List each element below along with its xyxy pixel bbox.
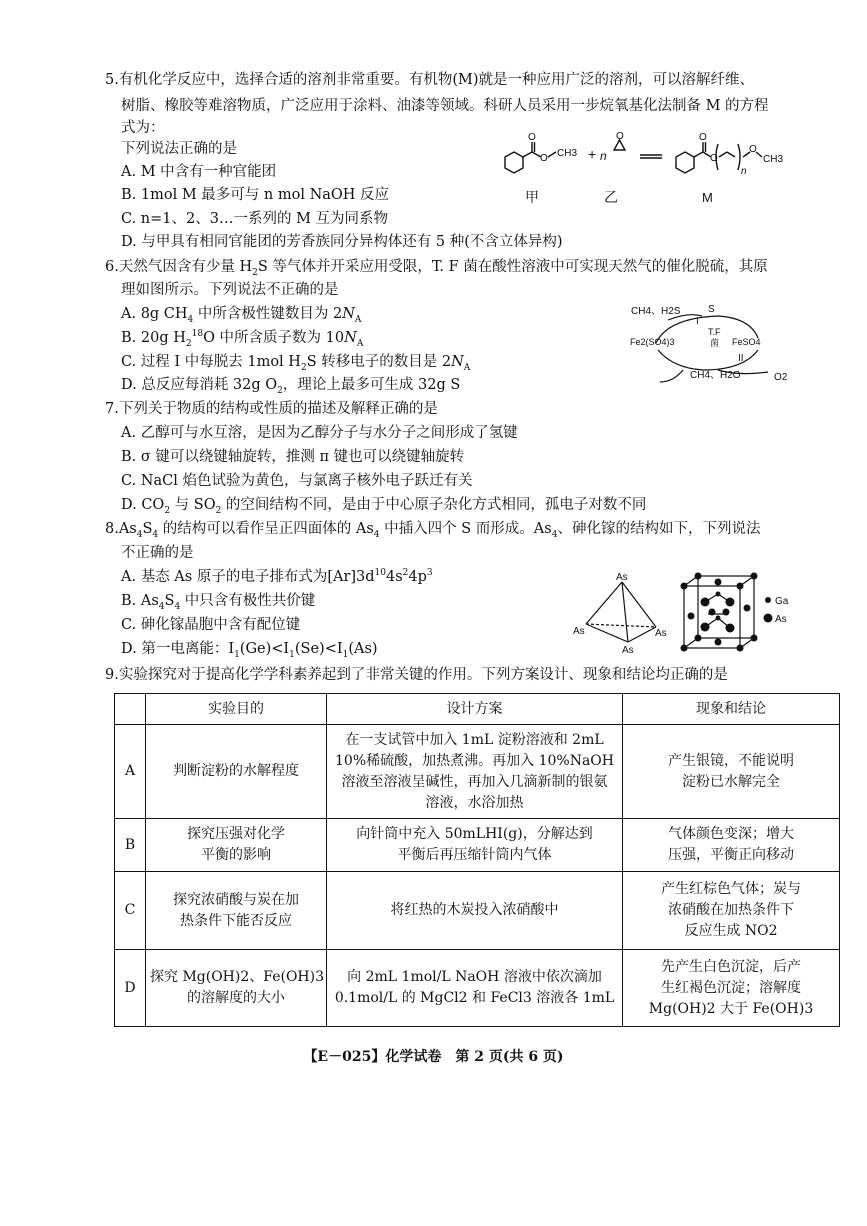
q5-label-jia: 甲 xyxy=(525,189,539,205)
q5-stem-line3: 式为： xyxy=(121,120,165,136)
header-result: 现象和结论 xyxy=(623,694,840,725)
row-plan: 将红热的木炭投入浓硝酸中 xyxy=(327,872,623,950)
table-row xyxy=(115,725,840,819)
q5-label-yi: 乙 xyxy=(604,189,618,205)
row-purpose: 探究压强对化学 平衡的影响 xyxy=(146,819,327,872)
table-row xyxy=(115,950,840,1027)
q6-jun: 菌 xyxy=(710,338,720,348)
q5-option-d: D. 与甲具有相同官能团的芳香族同分异构体还有 5 种(不含立体异构) xyxy=(121,234,563,250)
row-result: 先产生白色沉淀，后产 生红褐色沉淀；溶解度 Mg(OH)2 大于 Fe(OH)3 xyxy=(623,950,840,1027)
q6-ii: II xyxy=(738,353,744,364)
q7-option-d: D. $CO_2$ 与 $SO_2$ 的空间结构不同，是由于中心原子杂化方式相同，孤电子对数不同 xyxy=(121,497,647,516)
q8-stem-line2: 不正确的是 xyxy=(121,545,194,561)
q8-option-d: D. 第一电离能：$I_1(Ge)<I_1(Se)<I_1(As)$ xyxy=(121,641,378,660)
row-result: 产生红棕色气体；炭与 浓硝酸在加热条件下 反应生成 NO2 xyxy=(623,872,840,950)
q6-feso4: FeSO4 xyxy=(732,337,761,347)
row-key: B xyxy=(115,819,146,872)
row-result: 气体颜色变深；增大 压强，平衡正向移动 xyxy=(623,819,840,872)
q5-ch3-1: CH3 xyxy=(557,148,578,159)
row-purpose: 探究 Mg(OH)2、Fe(OH)3 的溶解度的大小 xyxy=(146,950,327,1027)
q8-legend-as: As xyxy=(775,614,787,625)
row-purpose: 判断淀粉的水解程度 xyxy=(146,725,327,819)
header-blank xyxy=(115,694,146,725)
q5-reaction-diagram xyxy=(490,130,790,212)
q8-as-top: As xyxy=(616,572,628,583)
q8-stem-line1: $8.As_4S_4$ 的结构可以看作呈正四面体的 $As_4$ 中插入四个 S 而形成。$As_4$、砷化镓的结构如下，下列说法 xyxy=(105,521,761,540)
table-row xyxy=(115,819,840,872)
header-purpose: 实验目的 xyxy=(146,694,327,725)
q5-ether-o: O xyxy=(749,144,757,155)
row-plan: 向针筒中充入 50mLHI(g)，分解达到 平衡后再压缩针筒内气体 xyxy=(327,819,623,872)
q5-n-coeff: n xyxy=(600,149,607,163)
q6-stem-line1: 6.天然气因含有少量 $H_2S$ 等气体并开采应用受限，T. F 菌在酸性溶液中可实现天然气的催化脱硫，其原 xyxy=(105,259,768,278)
q6-fe2so43: Fe2(SO4)3 xyxy=(630,337,675,347)
q6-bottom-left: CH4、H2O xyxy=(690,370,741,381)
page-footer: 【E－025】化学试卷 第 2 页(共 6 页) xyxy=(303,1049,564,1065)
q5-ester-o-1: O xyxy=(540,153,548,164)
q5-epoxide-o: O xyxy=(616,131,624,142)
q6-option-d: D. 总反应每消耗 32g $O_2$，理论上最多可生成 32g S xyxy=(121,377,461,396)
q6-option-b: B. 20g $H_2^{18}O$ 中所含质子数为 $10N_A$ xyxy=(121,329,364,349)
q6-option-a: A. 8g $CH_4$ 中所含极性键数目为 $2N_A$ xyxy=(121,306,362,325)
q7-option-a: A. 乙醇可与水互溶，是因为乙醇分子与水分子之间形成了氢键 xyxy=(121,425,518,441)
q6-i: I xyxy=(696,316,699,327)
q6-stem-line2: 理如图所示。下列说法不正确的是 xyxy=(121,282,339,298)
q8-as-bottom: As xyxy=(622,645,634,656)
q6-s: S xyxy=(708,304,715,315)
q5-label-m: M xyxy=(702,190,713,205)
q5-option-b: B. 1mol M 最多可与 n mol NaOH 反应 xyxy=(121,187,390,203)
q5-carbonyl-o-1: O xyxy=(528,132,536,143)
q9-stem: 9.实验探究对于提高化学学科素养起到了非常关键的作用。下列方案设计、现象和结论均正确的是 xyxy=(105,667,728,683)
q7-option-c: C. NaCl 焰色试验为黄色，与氯离子核外电子跃迁有关 xyxy=(121,473,473,489)
q7-option-b: B. σ 键可以绕键轴旋转，推测 π 键也可以绕键轴旋转 xyxy=(121,449,465,465)
row-key: C xyxy=(115,872,146,950)
q5-ch3-2: CH3 xyxy=(763,154,784,165)
q8-as4-tetrahedron xyxy=(572,572,672,654)
q5-option-c: C. n=1、2、3…一系列的 M 互为同系物 xyxy=(121,211,389,227)
q8-option-c: C. 砷化镓晶胞中含有配位键 xyxy=(121,617,301,633)
table-header-row xyxy=(115,694,840,725)
row-plan: 向 2mL 1mol/L NaOH 溶液中依次滴加 0.1mol/L 的 MgCl2 和 FeCl3 溶液各 1mL xyxy=(327,950,623,1027)
q8-option-a: A. 基态 As 原子的电子排布式为$[Ar]3d^{10}4s^24p^3$ xyxy=(121,568,433,585)
q8-legend-as-dot xyxy=(764,614,773,623)
q8-option-b: B. $As_4S_4$ 中只含有极性共价键 xyxy=(121,593,316,612)
q5-subscript-n: n xyxy=(741,166,747,177)
q6-cycle-diagram xyxy=(628,298,798,388)
q8-gaas-unit-cell xyxy=(680,572,800,656)
row-key: A xyxy=(115,725,146,819)
row-result: 产生银镜，不能说明 淀粉已水解完全 xyxy=(623,725,840,819)
row-plan: 在一支试管中加入 1mL 淀粉溶液和 2mL 10%稀硫酸，加热煮沸。再加入 10%NaOH 溶液至溶液呈碱性，再加入几滴新制的银氨 溶液，水浴加热 xyxy=(327,725,623,819)
q8-as-left: As xyxy=(573,626,585,637)
q6-top-left: CH4、H2S xyxy=(631,306,681,317)
q7-stem: 7.下列关于物质的结构或性质的描述及解释正确的是 xyxy=(105,401,438,417)
q5-plus: + xyxy=(588,146,597,162)
q6-option-c: C. 过程 I 中每脱去 1mol $H_2S$ 转移电子的数目是 $2N_A$ xyxy=(121,354,471,373)
q5-stem-line2: 树脂、橡胶等难溶物质，广泛应用于涂料、油漆等领域。科研人员采用一步烷氧基化法制备 M 的方程 xyxy=(121,98,769,114)
row-purpose: 探究浓硝酸与炭在加 热条件下能否反应 xyxy=(146,872,327,950)
header-plan: 设计方案 xyxy=(327,694,623,725)
q5-stem-line1: 5.有机化学反应中，选择合适的溶剂非常重要。有机物(M)就是一种应用广泛的溶剂，可以溶解纤维、 xyxy=(105,72,754,88)
q5-carbonyl-o-2: O xyxy=(699,132,707,143)
table-row xyxy=(115,872,840,950)
q5-ester-o-2: O xyxy=(710,153,718,164)
experiment-table xyxy=(114,693,840,1027)
q8-legend-ga-dot xyxy=(765,597,771,603)
row-key: D xyxy=(115,950,146,1027)
q6-o2: O2 xyxy=(774,372,788,383)
q6-tf: T.F xyxy=(708,327,721,337)
q5-prompt: 下列说法正确的是 xyxy=(121,141,237,157)
q8-as-right: As xyxy=(655,628,667,639)
q5-option-a: A. M 中含有一种官能团 xyxy=(121,164,277,180)
q8-legend-ga: Ga xyxy=(775,596,789,607)
